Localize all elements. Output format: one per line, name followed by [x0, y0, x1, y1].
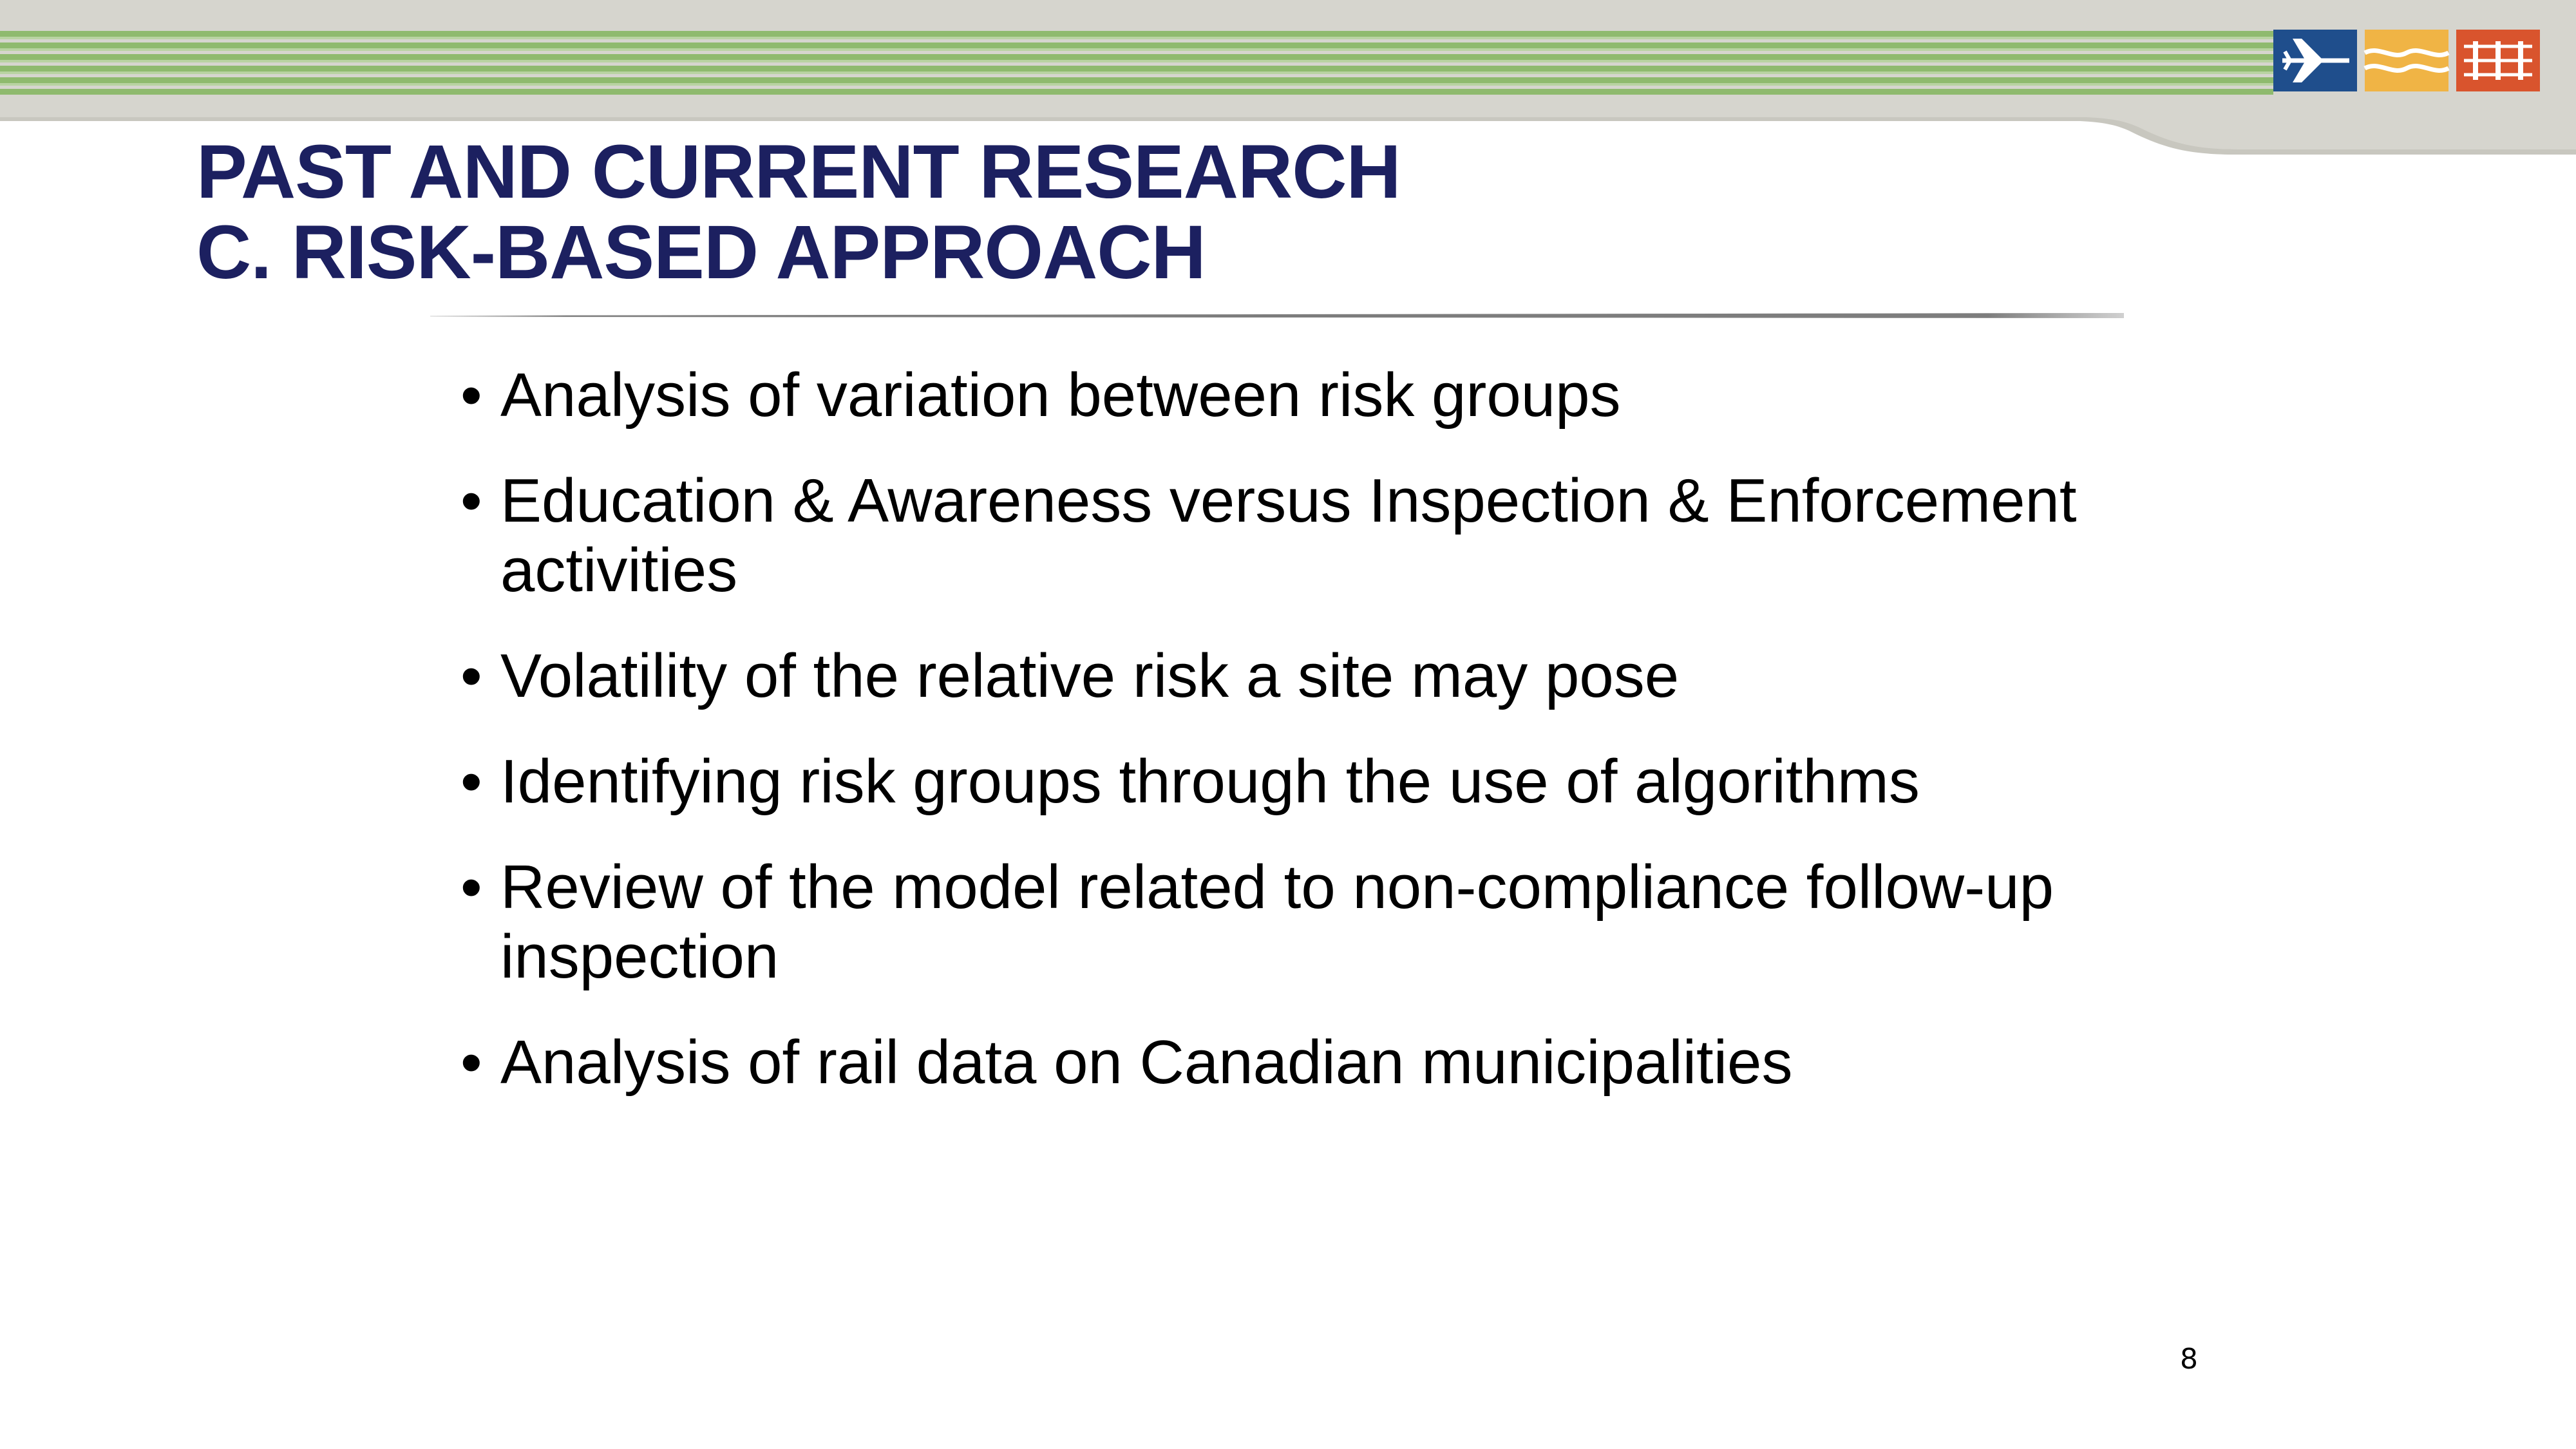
- bullet-item: [460, 361, 2109, 430]
- bullet-item: [460, 853, 2109, 992]
- title-line-2: C. RISK-BASED APPROACH: [196, 210, 1206, 295]
- bullet-dot: •: [460, 1028, 482, 1097]
- bullet-item: [460, 747, 2109, 817]
- transport-modes-logo-icon: [2273, 27, 2541, 94]
- bullet-text: Review of the model related to non-compliance follow-up inspection: [500, 853, 2054, 991]
- bullet-item: [460, 1028, 2109, 1097]
- bullet-text: Analysis of rail data on Canadian municipalities: [500, 1028, 1793, 1097]
- bullet-dot: •: [460, 361, 482, 430]
- bullet-dot: •: [460, 747, 482, 816]
- slide-title: [196, 129, 1401, 295]
- bullet-dot: •: [460, 466, 482, 535]
- page-number: 8: [2180, 1343, 2198, 1376]
- bullet-text: Analysis of variation between risk groups: [500, 361, 1621, 430]
- title-line-1: PAST AND CURRENT RESEARCH: [196, 129, 1401, 214]
- bullet-item: [460, 466, 2109, 605]
- bullet-item: [460, 641, 2109, 711]
- bullet-text: Volatility of the relative risk a site may pose: [500, 641, 1680, 710]
- bullet-list: [460, 361, 2109, 1133]
- title-divider: [430, 310, 2124, 322]
- bullet-text: Education & Awareness versus Inspection & Enforcement activities: [500, 466, 2077, 605]
- bullet-dot: •: [460, 641, 482, 710]
- bullet-text: Identifying risk groups through the use of algorithms: [500, 747, 1920, 816]
- bullet-dot: •: [460, 853, 482, 922]
